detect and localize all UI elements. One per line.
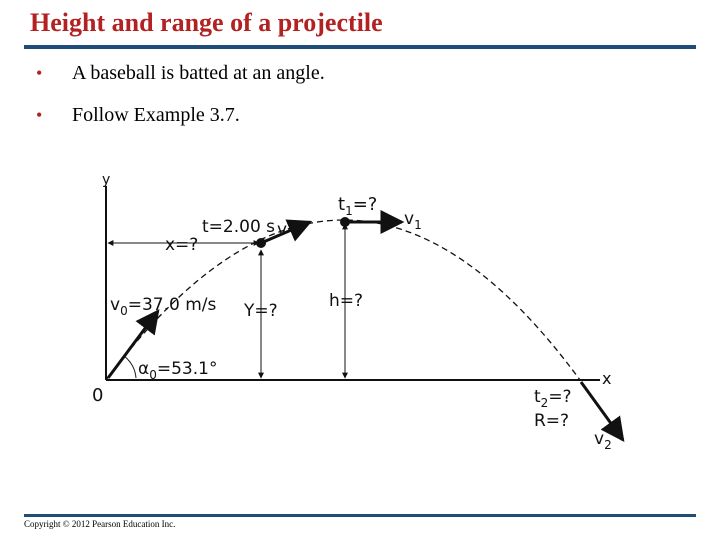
- v0-label: $v_0=37.0$ m/s: [110, 295, 217, 318]
- projectile-diagram: [84, 160, 644, 460]
- y-unknown-label: Y=?: [244, 301, 278, 321]
- t1-label: $t_1=$?: [338, 194, 378, 218]
- t-given-label: t=2.00 s: [202, 217, 276, 237]
- range-unknown-label: R=?: [534, 411, 570, 431]
- h-unknown-label: h=?: [329, 291, 364, 311]
- v1-label: $v_1$: [404, 209, 422, 232]
- launch-angle-arc: [124, 356, 136, 378]
- slide-title: Height and range of a projectile: [30, 8, 383, 37]
- footer-divider: [24, 514, 696, 517]
- bullet-item: [36, 62, 325, 84]
- x-unknown-label: x=?: [165, 235, 199, 255]
- bullet-list: [36, 62, 325, 146]
- alpha-label: $\alpha_0=53.1^\circ$: [138, 359, 218, 382]
- bullet-item: [36, 104, 325, 126]
- bullet-marker: •: [36, 62, 43, 83]
- bullet-marker: •: [36, 104, 43, 125]
- v2-label: $v_2$: [594, 429, 612, 452]
- x-axis-label: x: [602, 369, 612, 388]
- bullet-text: Follow Example 3.7.: [72, 103, 240, 126]
- t2-label: $t_2=$?: [534, 387, 572, 410]
- y-axis-label: y: [102, 172, 111, 188]
- title-divider: [24, 45, 696, 49]
- bullet-text: A baseball is batted at an angle.: [72, 61, 325, 84]
- copyright-notice: Copyright © 2012 Pearson Education Inc.: [24, 519, 176, 529]
- v-label: v: [277, 220, 288, 240]
- origin-label: 0: [92, 385, 104, 406]
